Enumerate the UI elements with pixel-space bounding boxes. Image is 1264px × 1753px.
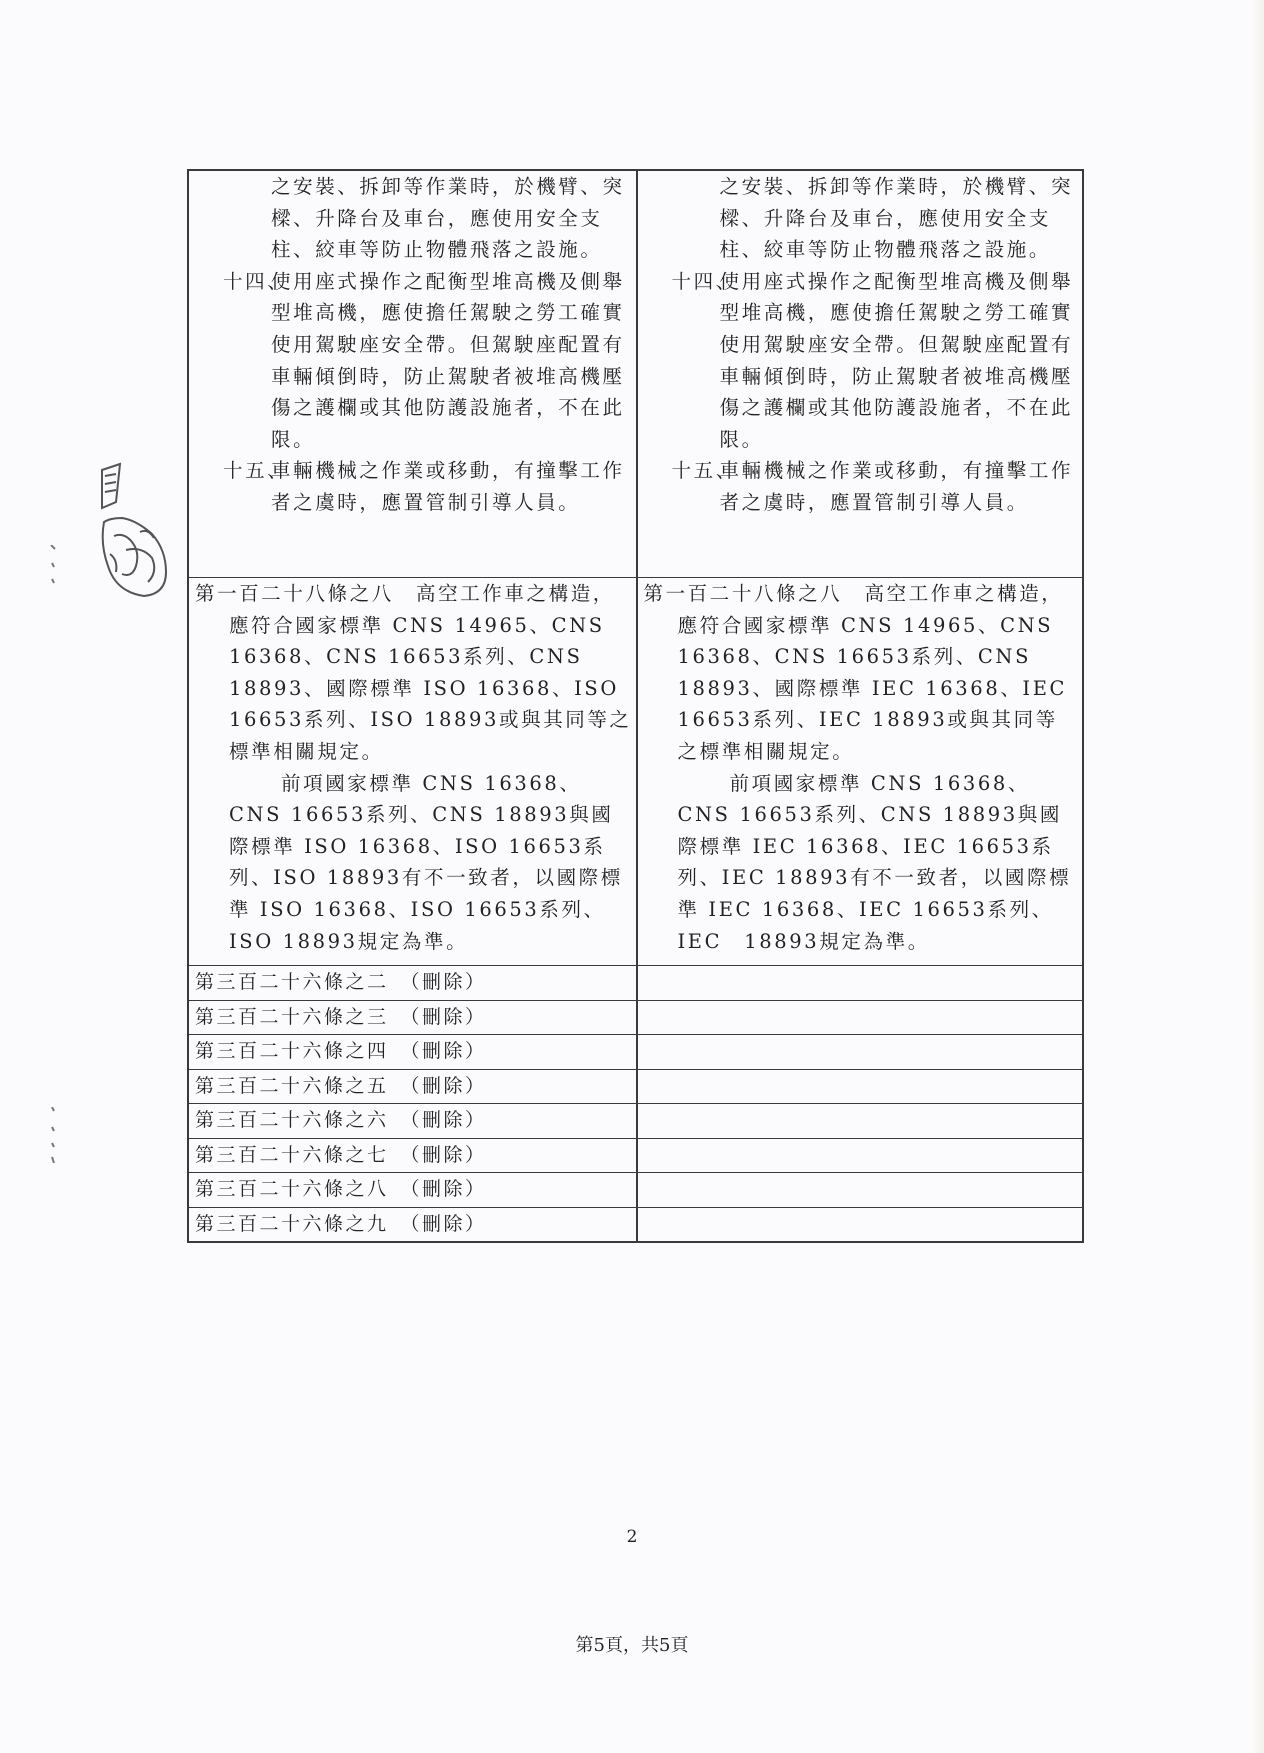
article-body: 第一百二十八條之八 高空工作車之構造，應符合國家標準 CNS 14965、CNS 16368、CNS 16653系列、CNS 18893、國際標準 IEC 16368、IEC 16653系列、IEC 18893或與其同等之標準相關規定。: [643, 582, 1068, 763]
item-text: 車輛機械之作業或移動，有撞擊工作者之虞時，應置管制引導人員。: [719, 459, 1074, 514]
scan-mark-upper: [46, 545, 60, 585]
empty-cell: [636, 1001, 1083, 1035]
continuation-text: 之安裝、拆卸等作業時，於機臂、突樑、升降台及車台，應使用安全支柱、絞車等防止物體飛落之設施。: [719, 175, 1074, 262]
table-row: [189, 171, 1082, 577]
deleted-article-cell: [189, 966, 636, 1000]
empty-cell: [636, 1173, 1083, 1207]
page-footer: 第5頁，共5頁: [575, 1635, 689, 1656]
scan-mark-lower: [46, 1107, 60, 1163]
table-row: [189, 1000, 1082, 1035]
amended-text-cell: [189, 171, 636, 577]
item-number: 十四、: [671, 269, 738, 293]
empty-cell: [636, 1104, 1083, 1138]
table-row: [189, 1069, 1082, 1104]
deleted-article-cell: [189, 1070, 636, 1104]
deleted-article-cell: [189, 1001, 636, 1035]
item-text: 車輛機械之作業或移動，有撞擊工作者之虞時，應置管制引導人員。: [271, 459, 625, 514]
table-row: [189, 965, 1082, 1000]
table-row: [189, 1172, 1082, 1207]
table-row: [189, 1207, 1082, 1242]
empty-cell: [636, 1208, 1083, 1242]
item-text: 使用座式操作之配衡型堆高機及側舉型堆高機，應使擔任駕駛之勞工確實使用駕駛座安全帶。但駕駛座配置有車輛傾倒時，防止駕駛者被堆高機壓傷之護欄或其他防護設施者，不在此限。: [719, 269, 1074, 451]
deleted-article-cell: [189, 1035, 636, 1069]
page-number: 2: [626, 1527, 638, 1547]
empty-cell: [636, 1035, 1083, 1069]
deleted-article-text: 第三百二十六條之二 （刪除）: [195, 971, 487, 993]
list-item: [195, 266, 633, 456]
deleted-article-text: 第三百二十六條之四 （刪除）: [195, 1040, 487, 1062]
continuation-text: 之安裝、拆卸等作業時，於機臂、突樑、升降台及車台，應使用安全支柱、絞車等防止物體飛落之設施。: [271, 175, 625, 262]
deleted-article-text: 第三百二十六條之六 （刪除）: [195, 1109, 487, 1131]
deleted-article-text: 第三百二十六條之七 （刪除）: [195, 1143, 487, 1166]
seal-stamp-image: [96, 462, 172, 604]
list-item: [195, 455, 633, 518]
table-row: [189, 1138, 1082, 1173]
article-text: [195, 578, 633, 768]
amended-text-cell: [189, 578, 636, 965]
table-row: [189, 1103, 1082, 1138]
deleted-article-text: 第三百二十六條之八 （刪除）: [195, 1178, 487, 1200]
list-item: [644, 455, 1080, 518]
comparison-table: [187, 169, 1084, 1243]
list-item: [644, 266, 1080, 456]
paragraph-text: 前項國家標準 CNS 16368、CNS 16653系列、CNS 18893與國際標準 IEC 16368、IEC 16653系列、IEC 18893有不一致者，以國際標準 IEC 16368、IEC 16653系列、IEC 18893規定為準。: [677, 771, 1072, 953]
deleted-article-cell: [189, 1208, 636, 1242]
deleted-article-text: 第三百二十六條之九 （刪除）: [195, 1212, 487, 1235]
empty-cell: [636, 1070, 1083, 1104]
table-row: [189, 1034, 1082, 1069]
item-number: 十四、: [223, 269, 290, 293]
paper-edge-shadow: [1250, 0, 1264, 1753]
deleted-article-cell: [189, 1173, 636, 1207]
deleted-article-text: 第三百二十六條之五 （刪除）: [195, 1074, 487, 1097]
empty-cell: [636, 1139, 1083, 1173]
article-body: 第一百二十八條之八 高空工作車之構造，應符合國家標準 CNS 14965、CNS 16368、CNS 16653系列、CNS 18893、國際標準 ISO 16368、ISO 16653系列、ISO 18893或與其同等之標準相關規定。: [195, 582, 632, 763]
article-text: [644, 578, 1080, 768]
deleted-article-text: 第三百二十六條之三 （刪除）: [195, 1005, 487, 1028]
item-number: 十五、: [671, 459, 738, 483]
table-row: [189, 577, 1082, 965]
deleted-article-cell: [189, 1139, 636, 1173]
empty-cell: [636, 966, 1083, 1000]
paragraph-text: 前項國家標準 CNS 16368、CNS 16653系列、CNS 18893與國際標準 ISO 16368、ISO 16653系列、ISO 18893有不一致者，以國際標準 ISO 16368、ISO 16653系列、ISO 18893規定為準。: [229, 771, 623, 953]
item-text: 使用座式操作之配衡型堆高機及側舉型堆高機，應使擔任駕駛之勞工確實使用駕駛座安全帶。但駕駛座配置有車輛傾倒時，防止駕駛者被堆高機壓傷之護欄或其他防護設施者，不在此限。: [271, 269, 625, 451]
deleted-article-cell: [189, 1104, 636, 1138]
item-number: 十五、: [223, 459, 290, 483]
current-text-cell: [636, 578, 1083, 965]
current-text-cell: [636, 171, 1083, 577]
